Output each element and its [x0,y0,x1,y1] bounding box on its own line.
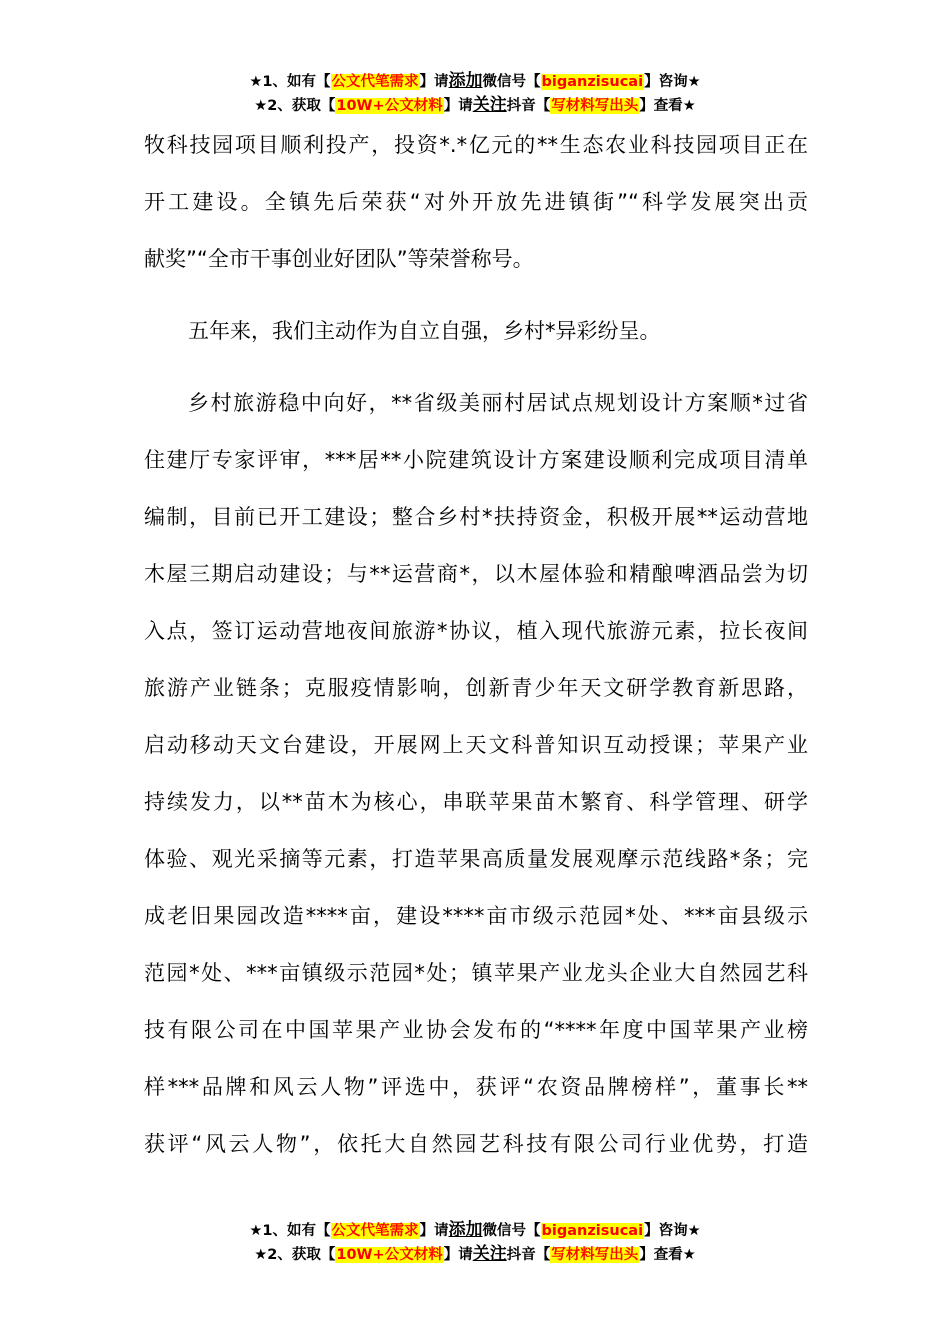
body-line: 技有限公司在中国苹果产业协会发布的“****年度中国苹果产业榜 [144,1018,808,1042]
promo-highlight-wechat-id: biganzisucai [541,1223,644,1239]
promo-highlight-wechat-id: biganzisucai [541,74,644,90]
body-line: 住建厅专家评审，***居**小院建筑设计方案建设顺利完成项目清单 [144,448,808,472]
paragraph-lead-line: 乡村旅游稳中向好，**省级美丽村居试点规划设计方案顺*过省 [188,391,808,415]
promo-emphasis-follow: 关注 [472,1244,507,1264]
body-line: 范园*处、***亩镇级示范园*处；镇苹果产业龙头企业大自然园艺科 [144,961,808,985]
footer-promo-banner [0,1219,950,1267]
body-line: 获评“风云人物”，依托大自然园艺科技有限公司行业优势，打造 [144,1132,808,1156]
body-line: 持续发力，以**苗木为核心，串联苹果苗木繁育、科学管理、研学 [144,790,808,814]
promo-text: 】请 [443,98,473,114]
body-line: 体验、观光采摘等元素，打造苹果高质量发展观摩示范线路*条；完 [144,847,808,871]
promo-line-2 [0,94,950,118]
promo-text: 】请 [419,1223,449,1239]
promo-text: 微信号【 [482,74,541,90]
paragraph-lead-line: 五年来，我们主动作为自立自强，乡村*异彩纷呈。 [188,319,661,343]
header-promo-banner [0,70,950,118]
promo-text: 抖音【 [506,98,551,114]
body-line: 启动移动天文台建设，开展网上天文科普知识互动授课；苹果产业 [144,733,808,757]
promo-highlight-materials: 10W+公文材料 [336,98,443,114]
promo-emphasis-follow: 关注 [472,95,507,115]
promo-text: 】请 [419,74,449,90]
promo-highlight-service: 公文代笔需求 [331,1223,419,1239]
body-line: 旅游产业链条；克服疫情影响，创新青少年天文研学教育新思路， [144,676,808,700]
promo-text: ★1、如有【 [249,74,331,90]
promo-highlight-douyin-account: 写材料写出头 [551,98,639,114]
body-line: 成老旧果园改造****亩，建设****亩市级示范园*处、***亩县级示 [144,904,808,928]
promo-text: ★1、如有【 [249,1223,331,1239]
promo-highlight-douyin-account: 写材料写出头 [551,1247,639,1263]
promo-text: 抖音【 [506,1247,551,1263]
body-line: 开工建设。全镇先后荣获“对外开放先进镇街”“科学发展突出贡 [144,190,808,214]
body-line: 编制，目前已开工建设；整合乡村*扶持资金，积极开展**运动营地 [144,505,808,529]
promo-text: 】查看★ [639,1247,696,1263]
body-line: 样***品牌和风云人物”评选中，获评“农资品牌榜样”，董事长** [144,1075,808,1099]
promo-text: ★2、获取【 [254,98,336,114]
promo-emphasis-add: 添加 [448,1220,483,1240]
promo-emphasis-add: 添加 [448,71,483,91]
promo-text: 】咨询★ [644,1223,701,1239]
body-line: 献奖”“全市干事创业好团队”等荣誉称号。 [144,247,534,271]
body-line: 木屋三期启动建设；与**运营商*，以木屋体验和精酿啤酒品尝为切 [144,562,808,586]
promo-text: ★2、获取【 [254,1247,336,1263]
promo-text: 】查看★ [639,98,696,114]
promo-text: 】咨询★ [644,74,701,90]
promo-text: 微信号【 [482,1223,541,1239]
promo-line-1 [0,1219,950,1243]
promo-highlight-materials: 10W+公文材料 [336,1247,443,1263]
body-line: 牧科技园项目顺利投产，投资*.*亿元的**生态农业科技园项目正在 [144,133,808,157]
promo-line-1 [0,70,950,94]
body-line: 入点，签订运动营地夜间旅游*协议，植入现代旅游元素，拉长夜间 [144,619,808,643]
promo-line-2 [0,1243,950,1267]
promo-text: 】请 [443,1247,473,1263]
promo-highlight-service: 公文代笔需求 [331,74,419,90]
